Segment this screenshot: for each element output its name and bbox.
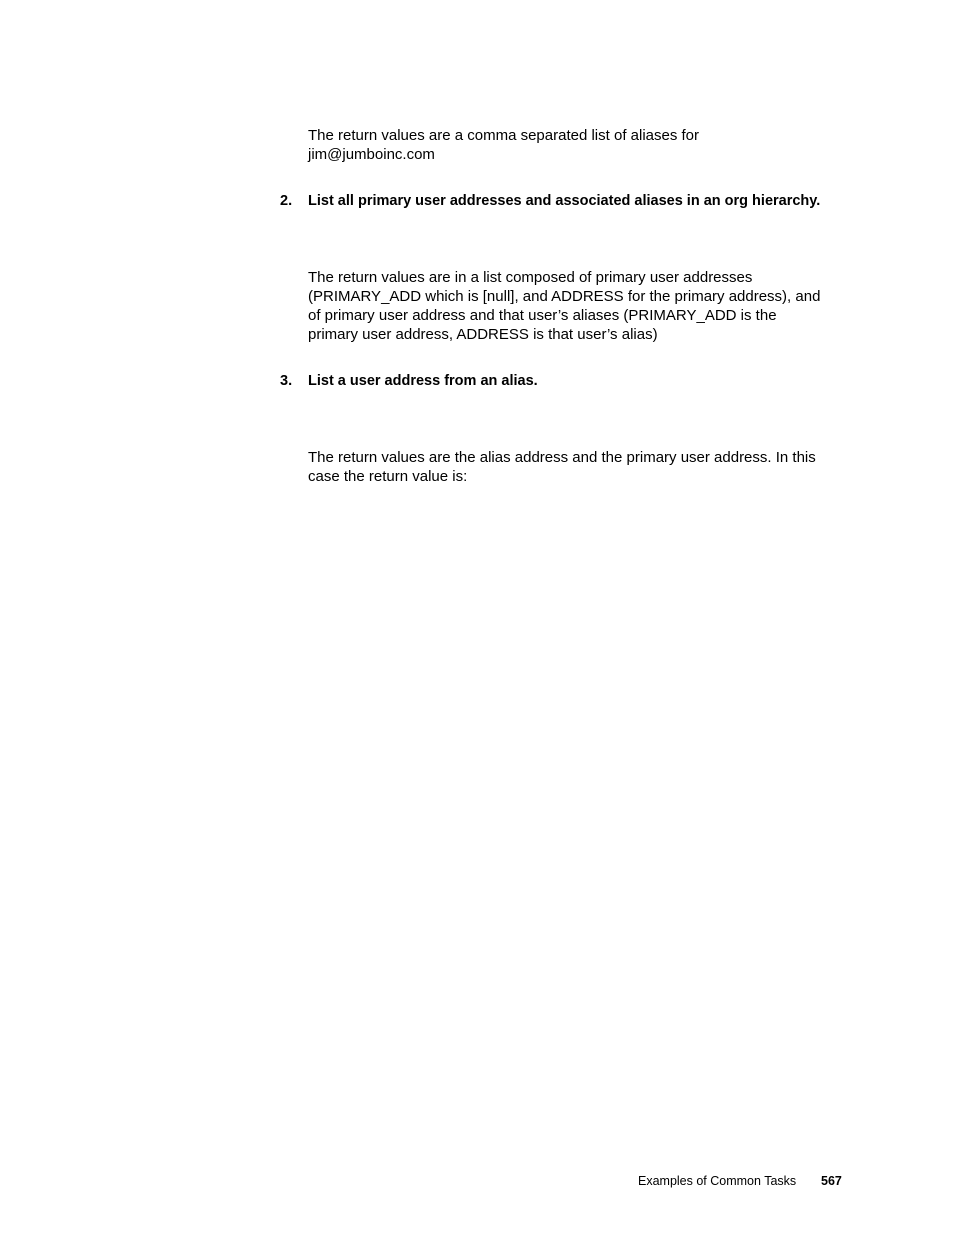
- paragraph-line: The return values are the alias address and the primary user address. In this: [308, 449, 816, 466]
- paragraph-primary-addresses: [308, 268, 848, 344]
- step-number: 3.: [280, 373, 293, 389]
- paragraph-aliases-list: [308, 126, 848, 164]
- step-number: 2.: [280, 193, 293, 209]
- step-heading: List a user address from an alias.: [308, 373, 538, 389]
- paragraph-line: primary user address, ADDRESS is that user’s alias): [308, 326, 658, 343]
- paragraph-line: case the return value is:: [308, 468, 468, 485]
- paragraph-line: The return values are a comma separated list of aliases for: [308, 127, 700, 144]
- paragraph-line: of primary user address and that user’s aliases (PRIMARY_ADD is the: [308, 307, 777, 324]
- footer-section-title: Examples of Common Tasks: [638, 1174, 797, 1188]
- paragraph-alias-return: [308, 448, 848, 486]
- paragraph-line: The return values are in a list composed of primary user addresses: [308, 269, 753, 286]
- paragraph-line: (PRIMARY_ADD which is [null], and ADDRESS for the primary address), and: [308, 288, 821, 305]
- paragraph-line: jim@jumboinc.com: [308, 146, 435, 163]
- step-heading: List all primary user addresses and associated aliases in an org hierarchy.: [308, 193, 821, 209]
- footer-page-number: 567: [821, 1174, 842, 1188]
